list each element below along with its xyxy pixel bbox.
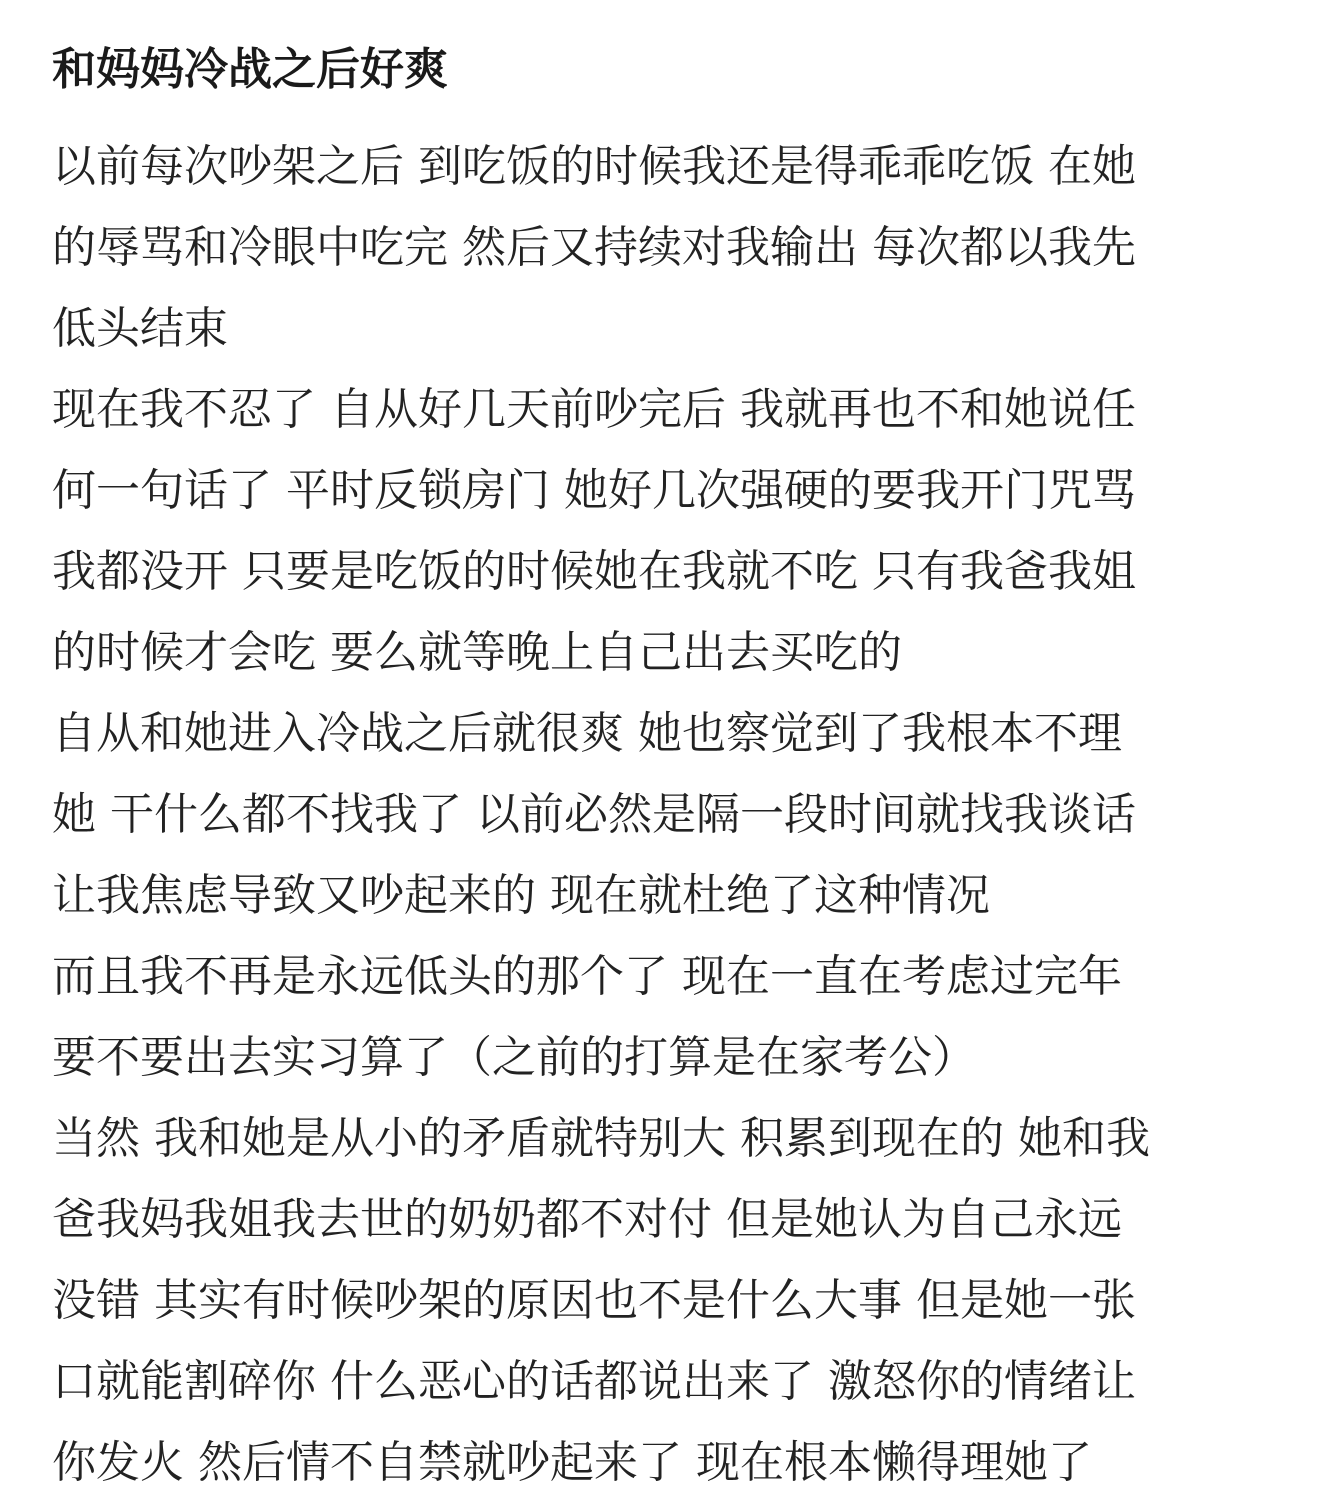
post-body-line: 她 干什么都不找我了 以前必然是隔一段时间就找我谈话 bbox=[52, 789, 1136, 840]
post-body-line: 低头结束 bbox=[52, 303, 228, 354]
post-body-line: 我都没开 只要是吃饭的时候她在我就不吃 只有我爸我姐 bbox=[52, 546, 1136, 597]
post-body-line: 自从和她进入冷战之后就很爽 她也察觉到了我根本不理 bbox=[52, 708, 1122, 759]
post-body-line: 没错 其实有时候吵架的原因也不是什么大事 但是她一张 bbox=[52, 1275, 1136, 1326]
post-body-line: 让我焦虑导致又吵起来的 现在就杜绝了这种情况 bbox=[52, 870, 990, 921]
post-body-line: 的辱骂和冷眼中吃完 然后又持续对我输出 每次都以我先 bbox=[52, 222, 1136, 273]
post-body-line: 何一句话了 平时反锁房门 她好几次强硬的要我开门咒骂 bbox=[52, 465, 1136, 516]
post-body-line: 的时候才会吃 要么就等晚上自己出去买吃的 bbox=[52, 627, 902, 678]
post-title: 和妈妈冷战之后好爽 bbox=[52, 44, 448, 95]
post-body-line: 而且我不再是永远低头的那个了 现在一直在考虑过完年 bbox=[52, 951, 1122, 1002]
post-body-line: 以前每次吵架之后 到吃饭的时候我还是得乖乖吃饭 在她 bbox=[52, 141, 1136, 192]
post-body-line: 爸我妈我姐我去世的奶奶都不对付 但是她认为自己永远 bbox=[52, 1194, 1122, 1245]
post-body-line: 现在我不忍了 自从好几天前吵完后 我就再也不和她说任 bbox=[52, 384, 1136, 435]
post-body-line: 要不要出去实习算了（之前的打算是在家考公） bbox=[52, 1032, 976, 1083]
post-body-line: 口就能割碎你 什么恶心的话都说出来了 激怒你的情绪让 bbox=[52, 1356, 1136, 1407]
post-body-line: 当然 我和她是从小的矛盾就特别大 积累到现在的 她和我 bbox=[52, 1113, 1150, 1164]
post-container bbox=[52, 38, 1282, 1503]
post-body bbox=[52, 126, 1282, 1503]
post-body-line: 你发火 然后情不自禁就吵起来了 现在根本懒得理她了 bbox=[52, 1437, 1092, 1488]
